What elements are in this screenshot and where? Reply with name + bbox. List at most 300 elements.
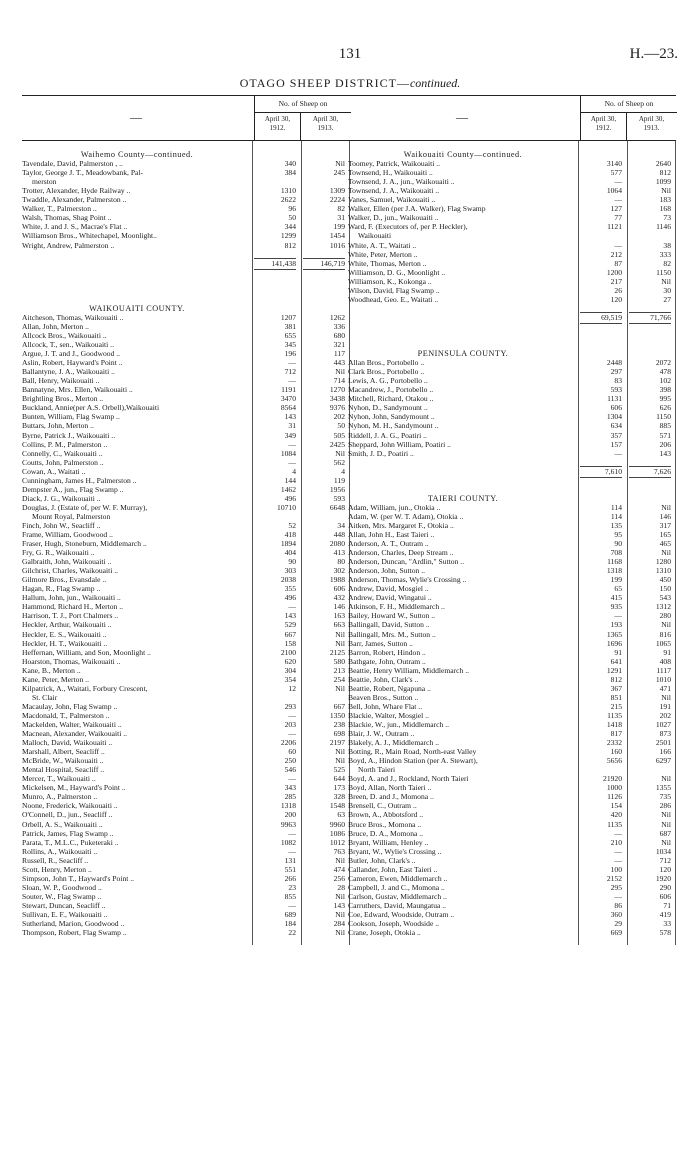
- sheep-1912: 812: [610, 674, 622, 684]
- sheep-1912: 2448: [606, 358, 622, 368]
- owner-name: Allan, John, Merton ..: [22, 321, 89, 331]
- owner-name: Ballantyne, J. A., Waikouaiti ..: [22, 367, 115, 377]
- sheep-1912: 29: [614, 919, 622, 929]
- sheep-1913: 1548: [329, 801, 345, 811]
- owner-name: Andrew, David, Mosgiel ..: [348, 584, 429, 594]
- sheep-1912: 304: [284, 665, 296, 675]
- sheep-1913: 419: [659, 909, 671, 919]
- sheep-1913: 1016: [329, 240, 345, 250]
- sheep-1913: 1146: [656, 222, 671, 232]
- sheep-1912: —: [288, 602, 296, 612]
- owner-name: Anderson, A. T., Outram ..: [348, 539, 429, 549]
- sheep-1912: —: [614, 891, 622, 901]
- owner-name: Boyd, A., Hindon Station (per A. Stewart),: [348, 756, 478, 766]
- owner-name: Sullivan, E. F., Waikouaiti ..: [22, 909, 108, 919]
- sheep-1913: 146,719: [303, 258, 345, 270]
- sheep-1912: 1696: [606, 638, 622, 648]
- sheep-1912: 100: [610, 864, 622, 874]
- owner-name: Sloan, W. P., Goodwood ..: [22, 882, 102, 892]
- sheep-1912: 381: [284, 321, 296, 331]
- sheep-1913: 317: [659, 520, 671, 530]
- owner-name: Buttars, John, Merton ..: [22, 421, 94, 431]
- sheep-1912: —: [614, 195, 622, 205]
- sheep-1912: 10710: [277, 502, 296, 512]
- sheep-1912: 1418: [606, 720, 622, 729]
- table-header: [348, 96, 676, 141]
- owner-name: White, A. T., Waitati ..: [348, 240, 417, 250]
- sheep-1913: 146: [333, 602, 345, 612]
- sheep-1913: Nil: [661, 774, 671, 784]
- sheep-1912: 135: [610, 520, 622, 530]
- sheep-1912: 606: [610, 403, 622, 413]
- sheep-1912: —: [288, 710, 296, 720]
- sheep-1913: 328: [333, 792, 345, 802]
- sheep-1913: 71,766: [629, 312, 671, 324]
- sheep-1913: 91: [663, 647, 671, 657]
- sheep-1912: —: [614, 855, 622, 865]
- owner-name: Mackelden, Walter, Waikouaiti ..: [22, 720, 122, 729]
- sheep-1912: 143: [284, 611, 296, 621]
- owner-name: Breen, D. and J., Momona ..: [348, 792, 434, 802]
- owner-name: Sheppard, John William, Poatiri ..: [348, 439, 451, 449]
- owner-name: Vanes, Samuel, Waikouaiti ..: [348, 195, 436, 205]
- county-name: PENINSULA COUNTY.: [417, 349, 509, 359]
- sheep-1913: 2224: [329, 195, 345, 205]
- sheep-1913: 1920: [655, 873, 671, 883]
- sheep-1913: 254: [333, 674, 345, 684]
- sheep-1912: 593: [610, 385, 622, 395]
- sheep-1912: 1318: [606, 566, 622, 576]
- owner-name: Twaddle, Alexander, Palmerston ..: [22, 195, 127, 205]
- sheep-1913: 30: [663, 285, 671, 295]
- sheep-1913: 120: [659, 864, 671, 874]
- owner-name: Blakely, A. J., Middlemarch ..: [348, 738, 440, 748]
- sheep-1913: 1355: [655, 783, 671, 793]
- sheep-1912: 349: [284, 430, 296, 440]
- owner-name: Heckler, E. S., Waikouaiti ..: [22, 629, 107, 639]
- owner-name: Taylor, George J. T., Meadowbank, Pal-: [22, 168, 144, 178]
- owner-name: Callander, John, East Taieri ..: [348, 864, 438, 874]
- column-rule: [252, 141, 253, 945]
- sheep-1912: 21920: [603, 774, 622, 784]
- document-reference: H.—23.: [629, 46, 678, 62]
- sheep-1912: 1126: [607, 792, 622, 802]
- page-title: [0, 76, 700, 91]
- owner-name: Beattie, Henry William, Middlemarch ..: [348, 665, 470, 675]
- sheep-1912: 8564: [280, 403, 296, 413]
- sheep-1913: 667: [333, 701, 345, 711]
- owner-name: Walker, T., Palmerston ..: [22, 204, 97, 214]
- sheep-1912: 712: [284, 367, 296, 377]
- sheep-1913: Nil: [661, 186, 671, 196]
- sheep-1912: 1131: [607, 394, 622, 404]
- header-year: 1912.: [595, 123, 612, 132]
- sheep-1913: 191: [659, 701, 671, 711]
- owner-name: White, Thomas, Merton ..: [348, 258, 427, 268]
- sheep-1913: 2197: [329, 738, 345, 748]
- sheep-1912: 546: [284, 765, 296, 775]
- sheep-1913: 1262: [329, 312, 345, 322]
- sheep-1912: 12: [288, 683, 296, 693]
- sheep-1913: 280: [659, 611, 671, 621]
- sheep-1913: 680: [333, 330, 345, 340]
- sheep-1913: Nil: [661, 548, 671, 558]
- owner-name: Coe, Edward, Woodside, Outram ..: [348, 909, 455, 919]
- owner-name: Diack, J. G., Waikouaiti ..: [22, 493, 101, 503]
- sheep-1912: —: [288, 358, 296, 368]
- sheep-1912: 184: [284, 919, 296, 929]
- owner-name: Botting, R., Main Road, North-east Valley: [348, 747, 477, 757]
- sheep-1913: Nil: [661, 502, 671, 512]
- sheep-1913: 302: [333, 566, 345, 576]
- owner-name: Cookson, Joseph, Woodside ..: [348, 919, 440, 929]
- sheep-1912: 295: [610, 882, 622, 892]
- sheep-1912: 77: [614, 213, 622, 223]
- sheep-1912: 69,519: [580, 312, 622, 324]
- sheep-1913: 31: [337, 213, 345, 223]
- sheep-1912: 65: [614, 584, 622, 594]
- owner-name: Butler, John, Clark's ..: [348, 855, 416, 865]
- owner-name: Thompson, Robert, Flag Swamp ..: [22, 928, 127, 938]
- sheep-1913: 2080: [329, 539, 345, 549]
- owner-name: Patrick, James, Flag Swamp ..: [22, 828, 114, 838]
- sheep-1912: 3140: [606, 159, 622, 169]
- sheep-1912: 1299: [280, 231, 296, 241]
- sheep-1912: 22: [288, 928, 296, 938]
- header-sheep-on: No. of Sheep on: [254, 96, 351, 113]
- sheep-1913: 284: [333, 919, 345, 929]
- sheep-1912: 1291: [606, 665, 622, 675]
- owner-name: Mercer, T., Waikouaiti ..: [22, 774, 96, 784]
- sheep-1912: 83: [614, 376, 622, 386]
- sheep-1912: 199: [610, 575, 622, 585]
- sheep-1912: 345: [284, 340, 296, 350]
- sheep-1913: 286: [659, 801, 671, 811]
- owner-name: Bannatyne, Mrs. Ellen, Waikouaiti ..: [22, 385, 133, 395]
- owner-name: Stewart, Duncan, Seacliff ..: [22, 900, 106, 910]
- owner-name: Fry, G. R., Waikouaiti ..: [22, 548, 95, 558]
- sheep-1912: 90: [614, 539, 622, 549]
- sheep-1912: —: [288, 900, 296, 910]
- sheep-1913: 163: [333, 611, 345, 621]
- sheep-1912: 1894: [280, 539, 296, 549]
- owner-name: Williamson, D. G., Moonlight ..: [348, 267, 446, 277]
- owner-name: Boyd, A. and J., Rockland, North Taieri: [348, 774, 469, 784]
- sheep-1913: 256: [333, 873, 345, 883]
- sheep-1913: 2501: [655, 738, 671, 748]
- header-date: April 30,: [312, 115, 339, 123]
- owner-name: Sutherland, Marion, Goodwood ..: [22, 919, 125, 929]
- table-header: [22, 96, 350, 141]
- owner-name: O'Connell, D., jun., Seacliff ..: [22, 810, 113, 820]
- owner-name: Cowan, A., Waitati ..: [22, 466, 86, 476]
- owner-name: McBride, W., Waikouaiti ..: [22, 756, 104, 766]
- sheep-1912: 1207: [280, 312, 296, 322]
- owner-name: Blackie, W., jun., Middlemarch ..: [348, 720, 450, 729]
- sheep-1913: Nil: [335, 367, 345, 377]
- sheep-1912: 817: [610, 729, 622, 739]
- sheep-1913: 1150: [656, 267, 671, 277]
- owner-name: Heckler, H. T., Waikouaiti ..: [22, 638, 108, 648]
- sheep-1913: Nil: [335, 855, 345, 865]
- sheep-1912: —: [614, 611, 622, 621]
- sheep-1913: 183: [659, 195, 671, 205]
- sheep-1913: 1027: [655, 720, 671, 729]
- owner-name: Russell, R., Seacliff ..: [22, 855, 89, 865]
- sheep-1913: 1012: [329, 837, 345, 847]
- sheep-1913: 474: [333, 864, 345, 874]
- owner-name: Finch, John W., Seacliff ..: [22, 520, 101, 530]
- owner-name: Byrne, Patrick J., Waikouaiti ..: [22, 430, 116, 440]
- sheep-1913: Nil: [335, 891, 345, 901]
- sheep-1912: 266: [284, 873, 296, 883]
- sheep-1913: 333: [659, 249, 671, 259]
- county-name: Waikouaiti County—continued.: [403, 150, 523, 160]
- sheep-1912: —: [614, 846, 622, 856]
- sheep-1912: —: [288, 774, 296, 784]
- column-rule: [627, 141, 628, 945]
- sheep-1913: 321: [333, 340, 345, 350]
- owner-name: Beattie, Robert, Ngapuna ..: [348, 683, 431, 693]
- sheep-1912: —: [614, 448, 622, 458]
- sheep-1913: 443: [333, 358, 345, 368]
- owner-name: Townsend, J. A., Waikouaiti ..: [348, 186, 440, 196]
- sheep-1913: 626: [659, 403, 671, 413]
- sheep-1913: 448: [333, 530, 345, 540]
- sheep-1913: 1270: [329, 385, 345, 395]
- sheep-1912: —: [288, 846, 296, 856]
- sheep-1912: 131: [284, 855, 296, 865]
- sheep-1912: 203: [284, 720, 296, 729]
- sheep-1913: Nil: [661, 692, 671, 702]
- owner-name: Macaulay, John, Flag Swamp ..: [22, 701, 118, 711]
- header-dash: —: [130, 110, 142, 124]
- sheep-1913: 1099: [655, 177, 671, 187]
- sheep-1912: 96: [288, 204, 296, 214]
- sheep-1913: 1034: [655, 846, 671, 856]
- sheep-1913: 202: [659, 710, 671, 720]
- sheep-1912: 196: [284, 349, 296, 359]
- sheep-1912: 144: [284, 475, 296, 485]
- header-year: 1913.: [643, 123, 660, 132]
- sheep-1912: 1200: [606, 267, 622, 277]
- sheep-1912: 708: [610, 548, 622, 558]
- sheep-1912: —: [288, 828, 296, 838]
- sheep-1912: 127: [610, 204, 622, 214]
- owner-name: Galbraith, John, Waikouaiti ..: [22, 557, 112, 567]
- sheep-1912: 297: [610, 367, 622, 377]
- sheep-1913: 543: [659, 593, 671, 603]
- sheep-1912: 851: [610, 692, 622, 702]
- sheep-1912: —: [614, 828, 622, 838]
- sheep-1912: 812: [284, 240, 296, 250]
- sheep-1913: 28: [337, 882, 345, 892]
- owner-name: Beaven Bros., Sutton ..: [348, 692, 419, 702]
- table-body: [22, 141, 350, 937]
- owner-name: Clark Bros., Portobello ..: [348, 367, 425, 377]
- owner-name: Malloch, David, Waikouaiti ..: [22, 738, 113, 748]
- sheep-1913: 143: [333, 900, 345, 910]
- sheep-1912: 91: [614, 647, 622, 657]
- owner-name: Simpson, John T., Hayward's Point ..: [22, 873, 135, 883]
- owner-name: Ward, F. (Executors of, per P. Heckler),: [348, 222, 468, 232]
- sheep-1912: 90: [288, 557, 296, 567]
- sheep-1913: 432: [333, 593, 345, 603]
- owner-name: Coutts, John, Palmerston ..: [22, 457, 104, 467]
- sheep-1913: 213: [333, 665, 345, 675]
- sheep-1913: 450: [659, 575, 671, 585]
- owner-name: Smith, J. D., Poatiri ..: [348, 448, 414, 458]
- owner-name: Campbell, J. and C., Momona ..: [348, 882, 445, 892]
- sheep-1912: 4: [292, 466, 296, 476]
- header-sheep-on: No. of Sheep on: [580, 96, 677, 113]
- sheep-1913: 199: [333, 222, 345, 232]
- sheep-1912: 415: [610, 593, 622, 603]
- owner-name: Brensell, C., Outram ..: [348, 801, 417, 811]
- sheep-1913: 150: [659, 584, 671, 594]
- sheep-1913: 1956: [329, 484, 345, 494]
- owner-name: Ballingall, Mrs. M., Sutton ..: [348, 629, 436, 639]
- sheep-1913: Nil: [661, 620, 671, 630]
- sheep-1912: 217: [610, 276, 622, 286]
- sheep-1912: 357: [610, 430, 622, 440]
- owner-name: Orbell, A. S., Waikouaiti ..: [22, 819, 103, 829]
- sheep-1913: 995: [659, 394, 671, 404]
- sheep-1912: 418: [284, 530, 296, 540]
- header-col-1913: [628, 113, 675, 140]
- owner-name: Argue, J. T. and J., Goodwood ..: [22, 349, 121, 359]
- owner-name: St. Clair: [32, 692, 58, 702]
- sheep-1913: 1309: [329, 186, 345, 196]
- owner-name: Carlson, Gustav, Middlemarch ..: [348, 891, 447, 901]
- owner-name: Mental Hospital, Seacliff ..: [22, 765, 105, 775]
- owner-name: Allan, John H., East Taieri ..: [348, 530, 435, 540]
- sheep-1912: 212: [610, 249, 622, 259]
- sheep-1912: 1084: [280, 448, 296, 458]
- sheep-1913: 873: [659, 729, 671, 739]
- sheep-1913: 33: [663, 919, 671, 929]
- owner-name: Hoarston, Thomas, Waikouaiti ..: [22, 656, 121, 666]
- sheep-1913: 6648: [329, 502, 345, 512]
- header-date: April 30,: [590, 115, 617, 123]
- sheep-1913: 606: [659, 891, 671, 901]
- sheep-1912: 1064: [606, 186, 622, 196]
- header-col-1912: [254, 113, 301, 140]
- owner-name: Brightling Bros., Merton ..: [22, 394, 104, 404]
- sheep-1913: 1010: [655, 674, 671, 684]
- sheep-1913: 7,626: [629, 466, 671, 478]
- header-col-1913: [302, 113, 349, 140]
- sheep-1913: 102: [659, 376, 671, 386]
- owner-name: Nyhon, John, Sandymount ..: [348, 412, 435, 422]
- owner-name: Kilpatrick, A., Waitati, Forbury Crescent,: [22, 683, 148, 693]
- sheep-1913: 3438: [329, 394, 345, 404]
- owner-name: Kane, Peter, Merton ..: [22, 674, 89, 684]
- sheep-1913: 9960: [329, 819, 345, 829]
- sheep-1912: 1191: [281, 385, 296, 395]
- sheep-1912: 1462: [280, 484, 296, 494]
- sheep-1913: 336: [333, 321, 345, 331]
- sheep-1913: 82: [663, 258, 671, 268]
- owner-name: Walker, Ellen (per J.A. Walker), Flag Swamp: [348, 204, 486, 214]
- sheep-1913: 206: [659, 439, 671, 449]
- owner-name: North Taieri: [358, 765, 396, 775]
- sheep-1913: 1086: [329, 828, 345, 838]
- sheep-1912: 3470: [280, 394, 296, 404]
- sheep-1913: 1312: [655, 602, 671, 612]
- sheep-1912: 143: [284, 412, 296, 422]
- sheep-1912: 250: [284, 756, 296, 766]
- sheep-1913: 9376: [329, 403, 345, 413]
- owner-name: Parata, T., M.L.C., Puketeraki ..: [22, 837, 119, 847]
- right-table: [348, 95, 676, 937]
- sheep-1913: 1117: [656, 665, 671, 675]
- owner-name: Hammond, Richard H., Merton ..: [22, 602, 124, 612]
- sheep-1912: 158: [284, 638, 296, 648]
- sheep-1913: Nil: [335, 683, 345, 693]
- sheep-1912: 1135: [607, 819, 622, 829]
- owner-name: Bryant, William, Henley ..: [348, 837, 429, 847]
- owner-name: Wilson, David, Flag Swamp ..: [348, 285, 440, 295]
- owner-name: Riddell, J. A. G., Poatiri ..: [348, 430, 427, 440]
- sheep-1912: 420: [610, 810, 622, 820]
- owner-name: Anderson, Duncan, "Ardlin," Sutton ..: [348, 557, 465, 567]
- sheep-1912: 114: [610, 502, 622, 512]
- header-date: April 30,: [638, 115, 665, 123]
- owner-name: Kane, B., Merton ..: [22, 665, 81, 675]
- sheep-1913: 471: [659, 683, 671, 693]
- owner-name: Atkinson, F. H., Middlemarch ..: [348, 602, 445, 612]
- sheep-1912: 160: [610, 747, 622, 757]
- sheep-1913: 593: [333, 493, 345, 503]
- owner-name: Townsend, J. A., jun., Waikouaiti ..: [348, 177, 455, 187]
- owner-name: Fraser, Hugh, Stoneburn, Middlemarch ..: [22, 539, 147, 549]
- sheep-1913: 165: [659, 530, 671, 540]
- sheep-1912: —: [614, 177, 622, 187]
- sheep-1912: 154: [610, 801, 622, 811]
- sheep-1912: 620: [284, 656, 296, 666]
- sheep-1913: 173: [333, 783, 345, 793]
- county-name: Waihemo County—continued.: [80, 150, 194, 160]
- sheep-1912: 1121: [607, 222, 622, 232]
- sheep-1912: 667: [284, 629, 296, 639]
- sheep-1912: 1310: [280, 186, 296, 196]
- sheep-1912: 655: [284, 330, 296, 340]
- sheep-1912: 86: [614, 900, 622, 910]
- sheep-1913: Nil: [335, 159, 345, 169]
- sheep-1913: 571: [659, 430, 671, 440]
- sheep-1912: 404: [284, 548, 296, 558]
- sheep-1912: 935: [610, 602, 622, 612]
- sheep-1912: 529: [284, 620, 296, 630]
- sheep-1913: 146: [659, 511, 671, 521]
- sheep-1912: 551: [284, 864, 296, 874]
- sheep-1913: Nil: [335, 747, 345, 757]
- sheep-1912: —: [288, 729, 296, 739]
- owner-name: Waikouaiti: [358, 231, 392, 241]
- sheep-1913: Nil: [335, 448, 345, 458]
- owner-name: Frame, William, Goodwood ..: [22, 530, 113, 540]
- owner-name: Hagan, R., Flag Swamp ..: [22, 584, 101, 594]
- sheep-1912: 9963: [280, 819, 296, 829]
- sheep-1912: 26: [614, 285, 622, 295]
- sheep-1912: 634: [610, 421, 622, 431]
- sheep-1912: 577: [610, 168, 622, 178]
- sheep-1912: 2332: [606, 738, 622, 748]
- sheep-1912: 2206: [280, 738, 296, 748]
- sheep-1912: 157: [610, 439, 622, 449]
- sheep-1913: 735: [659, 792, 671, 802]
